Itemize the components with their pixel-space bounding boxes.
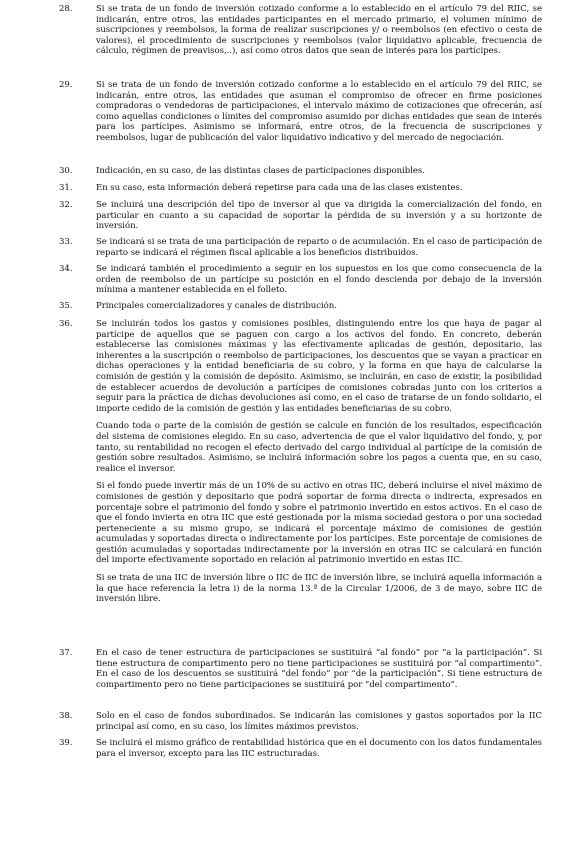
note-number: 37. <box>59 648 73 658</box>
note-paragraph: Se incluirá el mismo gráfico de rentabilidad histórica que en el documento con los datos fundamentales para el inversor, excepto para las IIC estructuradas. <box>96 738 542 759</box>
note-number: 33. <box>59 237 73 247</box>
note-29 <box>59 80 542 144</box>
note-paragraph: Se indicará si se trata de una participación de reparto o de acumulación. En el caso de participación de reparto se indicará el régimen fiscal aplicable a los beneficios distribuidos. <box>96 237 542 258</box>
note-30 <box>59 166 542 177</box>
note-paragraph: Si se trata de una IIC de inversión libre o IIC de IIC de inversión libre, se incluirá aquella información a la que hace referencia la letra i) de la norma 13.ª de la Circular 1/2006, de 3 de mayo, sobre IIC de inversión libre. <box>96 573 542 605</box>
note-number: 29. <box>59 80 73 90</box>
note-paragraph: Indicación, en su caso, de las distintas clases de participaciones disponibles. <box>96 166 425 176</box>
note-number: 28. <box>59 4 73 14</box>
note-37 <box>59 648 542 690</box>
note-paragraph: Se incluirán todos los gastos y comisiones posibles, distinguiendo entre los que haya de pagar al partícipe de aquellos que se paguen con cargo a los activos del fondo. En concreto, deberán establecerse las comisiones máximas y las efectivamente aplicadas de gestión, depositario, las inherentes a la suscripción o reembolso de participaciones, los descuentos que se vayan a practicar en dichas operaciones y la entidad beneficiaria de su cobro, y la forma en que haya de calcularse la comisión de gestión y la comisión de depósito. Asimismo, se incluirán, en caso de existir, la posibilidad de establecer acuerdos de devolución a partícipes de comisiones cobradas junto con los criterios a seguir para la práctica de dichas devoluciones así como, en el caso de tratarse de un fondo solidario, el importe cedido de la comisión de gestión y las entidades beneficiarias de su cobro. <box>96 319 542 414</box>
note-number: 36. <box>59 319 73 329</box>
note-38 <box>59 711 542 732</box>
note-number: 30. <box>59 166 73 176</box>
note-39 <box>59 738 542 759</box>
note-paragraph: Se incluirá una descripción del tipo de inversor al que va dirigida la comercialización del fondo, en particular en cuanto a su capacidad de soportar la pérdida de su inversión y a su horizonte de inversión. <box>96 200 542 232</box>
note-number: 35. <box>59 301 73 311</box>
note-number: 34. <box>59 264 73 274</box>
note-32 <box>59 200 542 232</box>
note-paragraph: Solo en el caso de fondos subordinados. Se indicarán las comisiones y gastos soportados por la IIC principal así como, en su caso, los límites máximos previstos. <box>96 711 542 732</box>
note-number: 32. <box>59 200 73 210</box>
note-paragraph: En el caso de tener estructura de participaciones se sustituirá “al fondo” por “a la participación”. Si tiene estructura de compartimento pero no tiene participaciones se sustituirá por “al compartimento”. En el caso de los descuentos se sustituirá “del fondo” por “de la participación”. Si tiene estructura de compartimento pero no tiene participaciones se sustituirá por “del compartimento”. <box>96 648 542 690</box>
note-number: 39. <box>59 738 73 748</box>
note-31 <box>59 183 542 194</box>
note-number: 31. <box>59 183 73 193</box>
note-paragraph: Si se trata de un fondo de inversión cotizado conforme a lo establecido en el artículo 79 del RIIC, se indicarán, entre otros, las entidades que asuman el compromiso de ofrecer en firme posiciones compradoras o vendedoras de participaciones, el intervalo máximo de cotizaciones que ofrecerán, así como aquellas condiciones o límites del compromiso asumido por dichas entidades que sean de interés para los partícipes. Asimismo se informará, entre otros, de la frecuencia de suscripciones y reembolsos, lugar de publicación del valor liquidativo indicativo y del mercado de negociación. <box>96 80 542 143</box>
note-34 <box>59 264 542 296</box>
note-33 <box>59 237 542 258</box>
note-paragraph: Cuando toda o parte de la comisión de gestión se calcule en función de los resultados, especificación del sistema de comisiones elegido. En su caso, advertencia de que el valor liquidativo del fondo, y, por tanto, su rentabilidad no recogen el efecto derivado del cargo individual al partícipe de la comisión de gestión sobre resultados. Asimismo, se incluirá información sobre los pagos a cuenta que, en su caso, realice el inversor. <box>96 421 542 474</box>
note-paragraph: Si se trata de un fondo de inversión cotizado conforme a lo establecido en el artículo 79 del RIIC, se indicarán, entre otros, las entidades participantes en el mercado primario, el volumen mínimo de suscripciones y reembolsos, la forma de realizar suscripciones y/ o reembolsos (en efectivo o cesta de valores), el procedimiento de suscripciones y reembolsos (valor liquidativo aplicable, frecuencia de cálculo, régimen de preavisos,..), así como otros datos que sean de interés para los partícipes. <box>96 4 542 57</box>
note-paragraph: Se indicará también el procedimiento a seguir en los supuestos en los que como consecuencia de la orden de reembolso de un partícipe su posición en el fondo descienda por debajo de la inversión mínima a mantener establecida en el folleto. <box>96 264 542 296</box>
note-paragraph: En su caso, esta información deberá repetirse para cada una de las clases existentes. <box>96 183 463 193</box>
note-number: 38. <box>59 711 73 721</box>
note-paragraph: Si el fondo puede invertir más de un 10% de su activo en otras IIC, deberá incluirse el nivel máximo de comisiones de gestión y depositario que podrá soportar de forma directa o indirecta, expresados en porcentaje sobre el patrimonio del fondo y sobre el patrimonio invertido en estos activos. En el caso de que el fondo invierta en otra IIC que esté gestionada por la misma sociedad gestora o por una sociedad perteneciente a su mismo grupo, se indicará el porcentaje máximo de comisiones de gestión acumuladas y soportadas directa o indirectamente por los partícipes. Este porcentaje de comisiones de gestión acumuladas y soportadas indirectamente por la inversión en otras IIC se calculará en función del importe efectivamente soportado en relación al patrimonio invertido en estas IIC. <box>96 481 542 566</box>
note-paragraph: Principales comercializadores y canales de distribución. <box>96 301 337 311</box>
note-28 <box>59 4 542 57</box>
note-35 <box>59 301 542 312</box>
note-36 <box>59 319 542 605</box>
